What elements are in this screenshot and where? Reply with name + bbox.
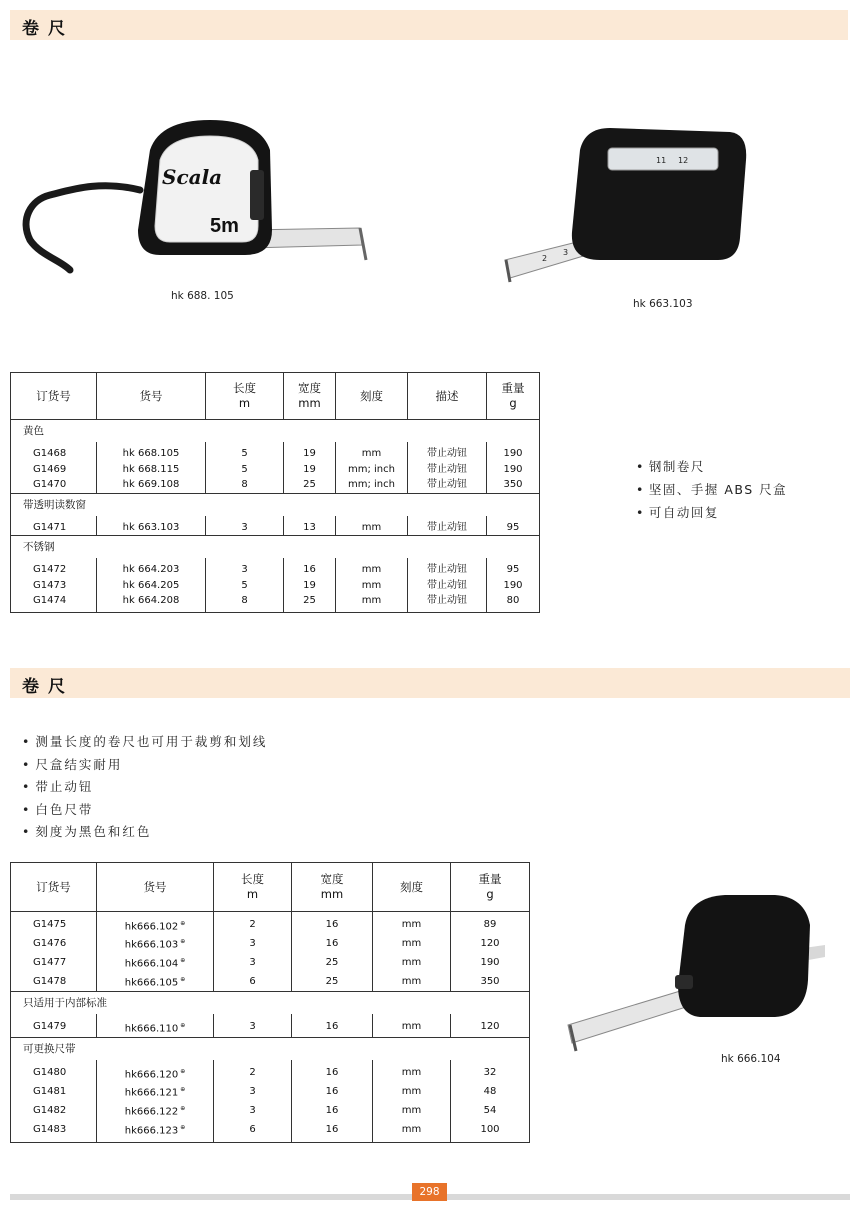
photo-caption-2: hk 663.103 [633,298,693,310]
group-label: 黄色 [11,420,540,443]
section-title-2: 卷尺 [22,677,74,697]
group-label: 带透明读数窗 [11,493,540,516]
header-weight: 重量 g [487,373,540,420]
section-header-2 [10,668,850,698]
feature-item: • 尺盒结实耐用 [22,754,267,777]
feature-item: • 坚固、手握 ABS 尺盒 [636,478,787,501]
table-row: G1478 hk666.105 ⊕ 6 25 mm 350 [11,972,530,991]
header-width: 宽度 mm [284,373,336,420]
header-length: 长度 m [206,373,284,420]
tape-measure-photo-3 [560,885,840,1055]
feature-item: • 白色尺带 [22,799,267,822]
header-length: 长度 m [214,863,292,912]
table-row: G1482 hk666.122 ⊕ 3 16 mm 54 [11,1101,530,1120]
table-row: G1473 hk 664.205 5 19 mm 带止动钮 190 [11,578,540,594]
feature-list-1 [636,455,787,524]
tape-measure-photo-2 [490,120,760,290]
photo-caption-3: hk 666.104 [721,1053,781,1065]
table-row: G1474 hk 664.208 8 25 mm 带止动钮 80 [11,593,540,609]
header-scale: 刻度 [373,863,451,912]
tape-number-3: 3 [563,248,569,257]
header-item-no: 货号 [97,373,206,420]
table-row: G1479 hk666.110 ⊕ 3 16 mm 120 [11,1018,530,1037]
header-width: 宽度 mm [292,863,373,912]
feature-list-2 [22,731,267,844]
tape-number-2: 2 [542,254,548,263]
table-row: G1480 hk666.120 ⊕ 2 16 mm 32 [11,1064,530,1083]
group-label: 可更换尺带 [11,1037,530,1060]
table-row: G1481 hk666.121 ⊕ 3 16 mm 48 [11,1082,530,1101]
brand-logo: Scala [162,165,223,189]
table-row: G1475 hk666.102 ⊕ 2 16 mm 89 [11,916,530,935]
spec-table-1 [10,372,540,613]
section-header-1 [10,10,848,40]
table-row: G1469 hk 668.115 5 19 mm; inch 带止动钮 190 [11,462,540,478]
feature-item: • 测量长度的卷尺也可用于裁剪和划线 [22,731,267,754]
feature-item: • 带止动钮 [22,776,267,799]
feature-item: • 钢制卷尺 [636,455,787,478]
header-order-no: 订货号 [11,373,97,420]
table-row: G1472 hk 664.203 3 16 mm 带止动钮 95 [11,562,540,578]
header-scale: 刻度 [336,373,408,420]
header-order-no: 订货号 [11,863,97,912]
header-item-no: 货号 [97,863,214,912]
photo-caption-1: hk 688. 105 [171,290,234,302]
window-number-11: 11 [656,156,667,165]
feature-item: • 刻度为黑色和红色 [22,821,267,844]
table-row: G1483 hk666.123 ⊕ 6 16 mm 100 [11,1120,530,1139]
table-row: G1476 hk666.103 ⊕ 3 16 mm 120 [11,934,530,953]
table-row: G1477 hk666.104 ⊕ 3 25 mm 190 [11,953,530,972]
section-title-1: 卷尺 [22,19,74,39]
table-row: G1468 hk 668.105 5 19 mm 带止动钮 190 [11,446,540,462]
header-weight: 重量 g [451,863,530,912]
group-label: 不锈钢 [11,536,540,559]
tape-measure-photo-1 [10,110,390,290]
page-number: 298 [412,1183,447,1201]
table-row: G1471 hk 663.103 3 13 mm 带止动钮 95 [11,520,540,536]
window-number-12: 12 [678,156,689,165]
group-label: 只适用于内部标准 [11,991,530,1014]
feature-item: • 可自动回复 [636,501,787,524]
table-row: G1470 hk 669.108 8 25 mm; inch 带止动钮 350 [11,477,540,493]
header-description: 描述 [408,373,487,420]
spec-table-2 [10,862,530,1143]
size-label: 5m [210,215,239,237]
